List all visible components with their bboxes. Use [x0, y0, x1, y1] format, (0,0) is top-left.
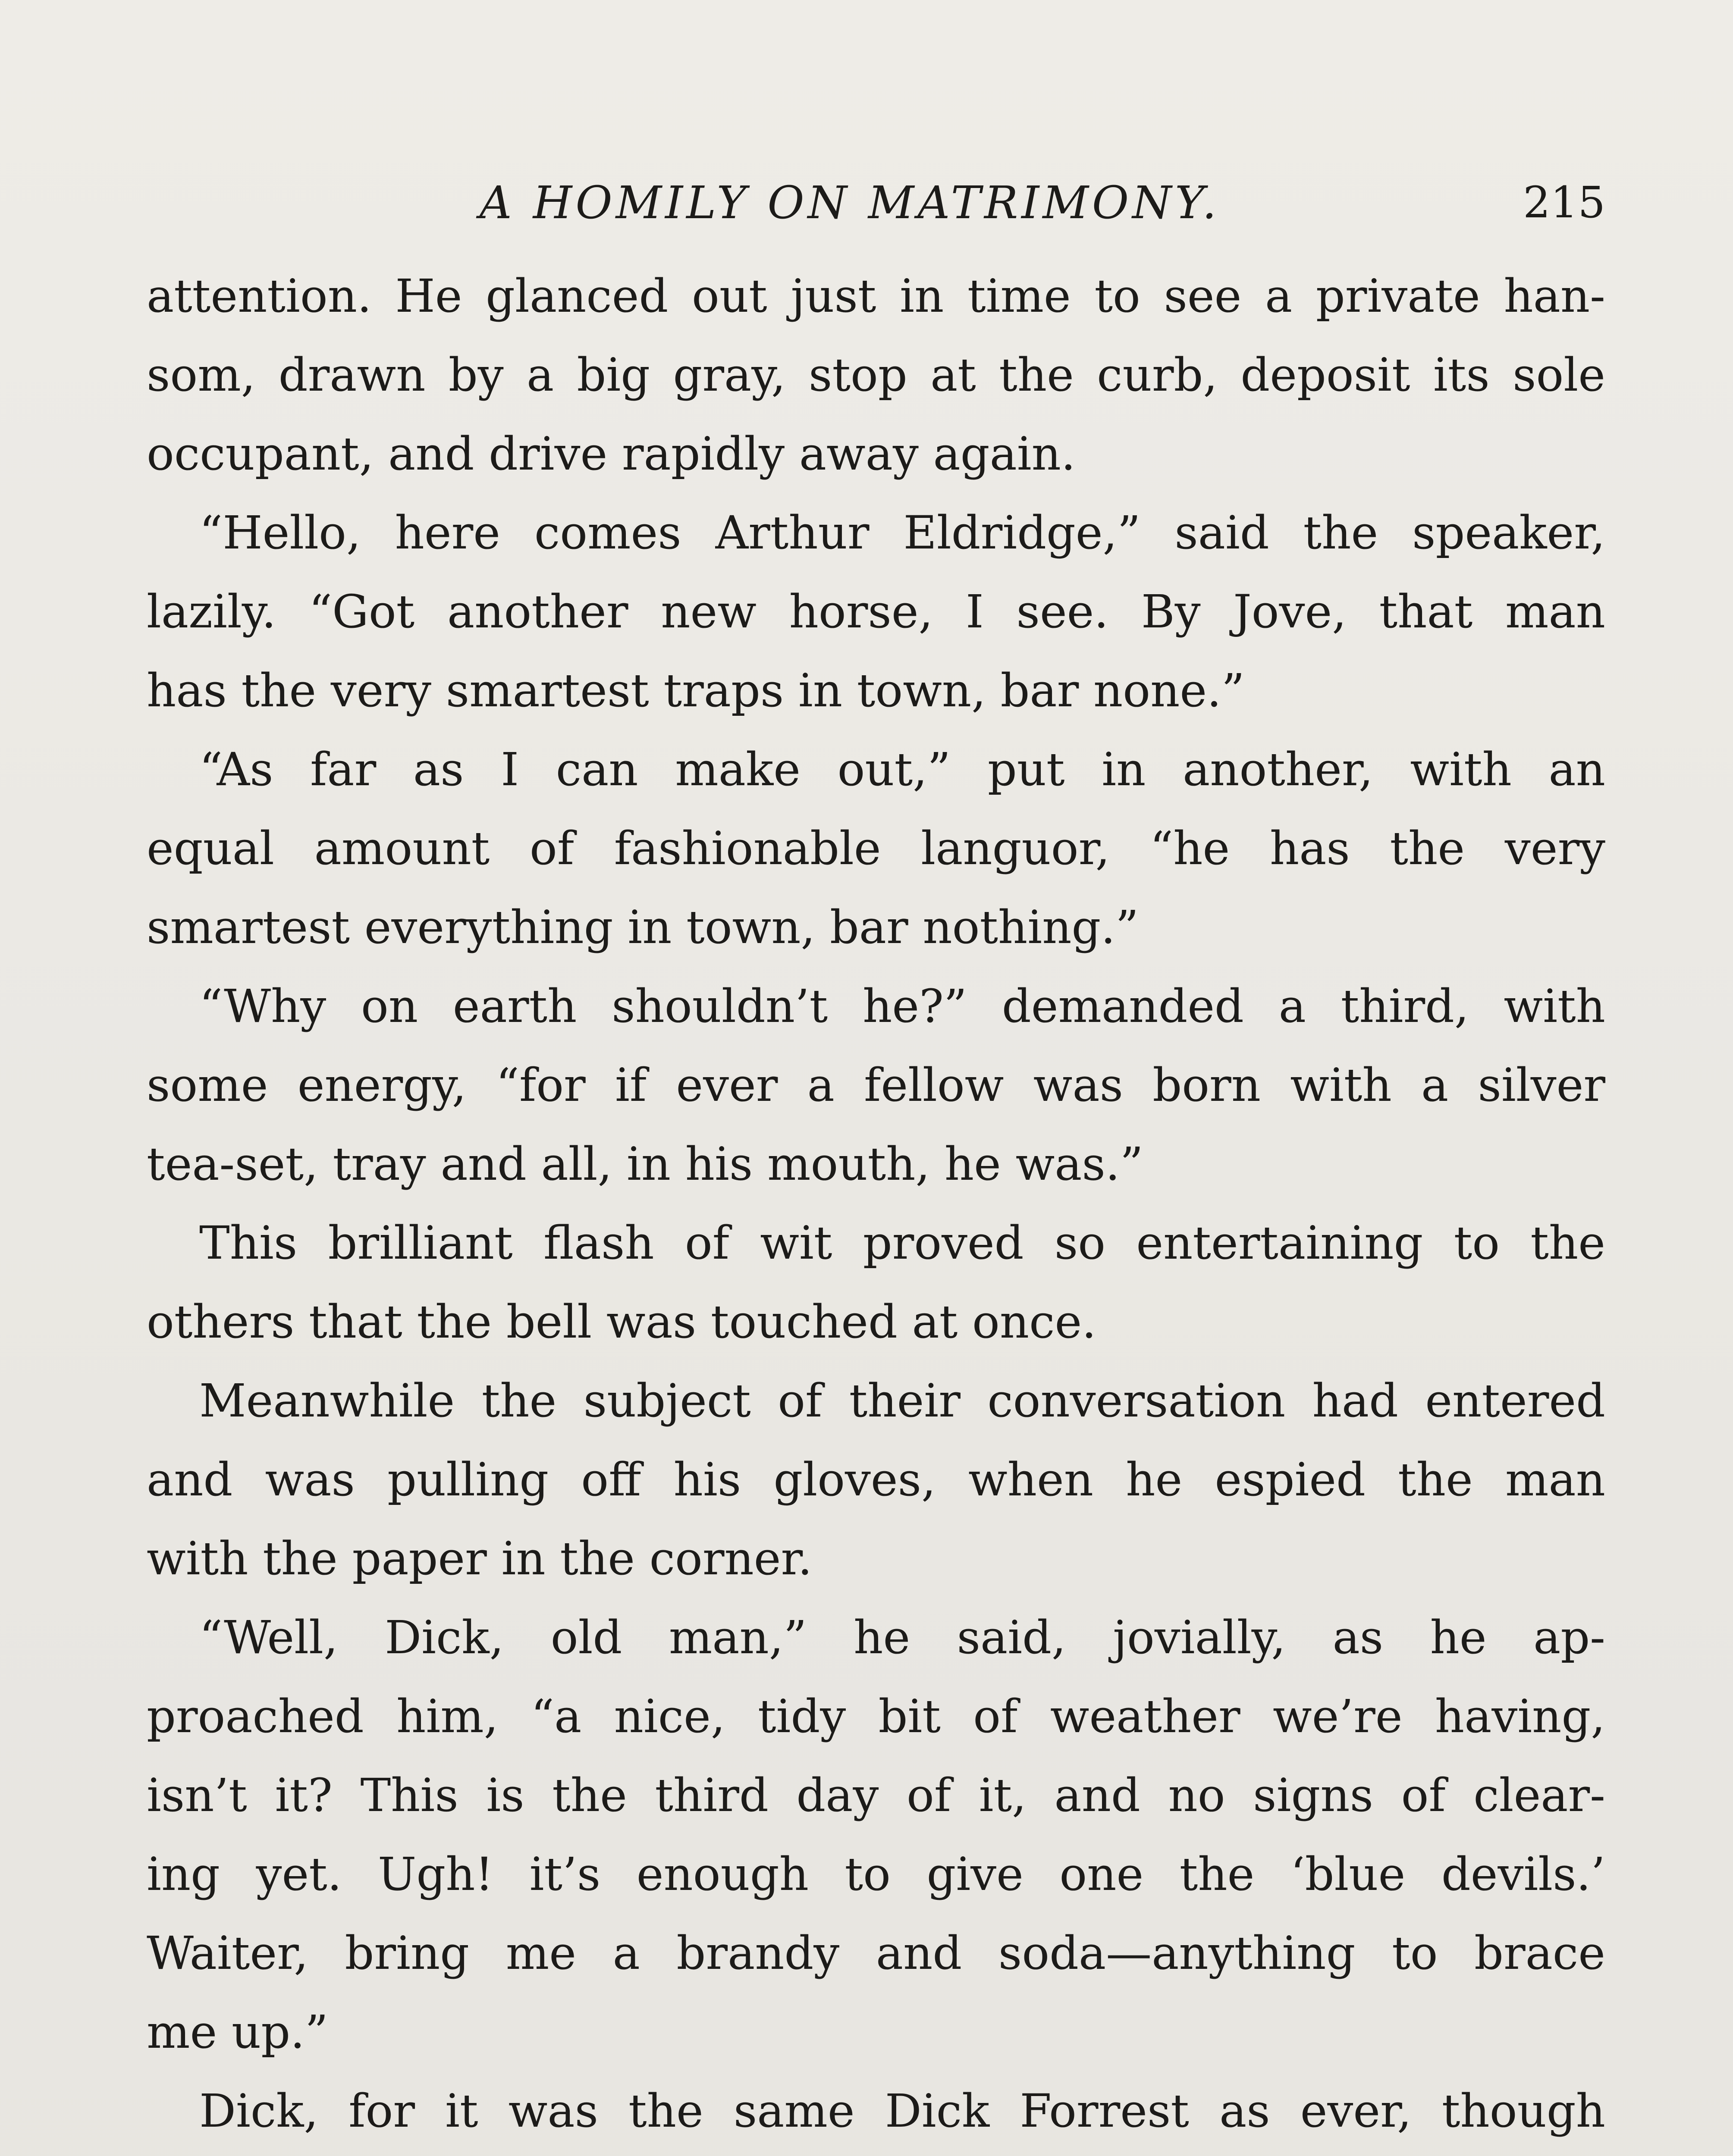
paragraph: [94, 1598, 1605, 2071]
text-line: Meanwhile the subject of their conversation had entered: [199, 1374, 1605, 1427]
text-line: attention. He glanced out just in time to see a private han-: [147, 270, 1605, 323]
text-line: with the paper in the corner.: [147, 1532, 813, 1585]
text-line: equal amount of fashionable languor, “he has the very: [147, 822, 1605, 875]
paragraph: [94, 493, 1605, 730]
paragraph: [94, 967, 1605, 1203]
running-head: A HOMILY ON MATRIMONY.: [479, 176, 1220, 229]
text-line: Waiter, bring me a brandy and soda—anything to brace: [147, 1927, 1605, 1980]
text-line: smartest everything in town, bar nothing.”: [147, 901, 1139, 954]
page-header: [94, 170, 1605, 235]
text-line: ing yet. Ugh! it’s enough to give one the ‘blue devils.’: [147, 1848, 1605, 1901]
text-line: me up.”: [147, 2006, 328, 2059]
paragraph: [94, 1203, 1605, 1361]
page-number: 215: [1523, 177, 1605, 228]
text-line: “Why on earth shouldn’t he?” demanded a third, with: [199, 980, 1605, 1033]
text-line: has the very smartest traps in town, bar none.”: [147, 664, 1245, 717]
text-line: Dick, for it was the same Dick Forrest as ever, though: [199, 2084, 1605, 2137]
text-line: occupant, and drive rapidly away again.: [147, 427, 1076, 480]
text-line: tea-set, tray and all, in his mouth, he was.”: [147, 1138, 1143, 1191]
text-line: and was pulling off his gloves, when he espied the man: [147, 1453, 1605, 1506]
paragraph: [94, 2071, 1605, 2156]
text-line: “Hello, here comes Arthur Eldridge,” said the speaker,: [199, 506, 1605, 559]
paragraph: [94, 730, 1605, 967]
text-line: This brilliant flash of wit proved so entertaining to the: [199, 1216, 1605, 1269]
text-line: [94, 2150, 1605, 2156]
text-line: “Well, Dick, old man,” he said, jovially, as he ap-: [199, 1611, 1605, 1664]
text-line: som, drawn by a big gray, stop at the curb, deposit its sole: [147, 348, 1605, 401]
text-line: proached him, “a nice, tidy bit of weather we’re having,: [147, 1690, 1605, 1743]
paragraph: [94, 257, 1605, 493]
text-line: lazily. “Got another new horse, I see. By Jove, that man: [147, 585, 1605, 638]
text-line: some energy, “for if ever a fellow was born with a silver: [147, 1059, 1605, 1112]
paragraph: [94, 1361, 1605, 1598]
text-line: “As far as I can make out,” put in another, with an: [199, 743, 1605, 796]
body-text: [94, 257, 1605, 2156]
text-line: others that the bell was touched at once.: [147, 1295, 1096, 1348]
text-line: isn’t it? This is the third day of it, and no signs of clear-: [147, 1769, 1605, 1822]
